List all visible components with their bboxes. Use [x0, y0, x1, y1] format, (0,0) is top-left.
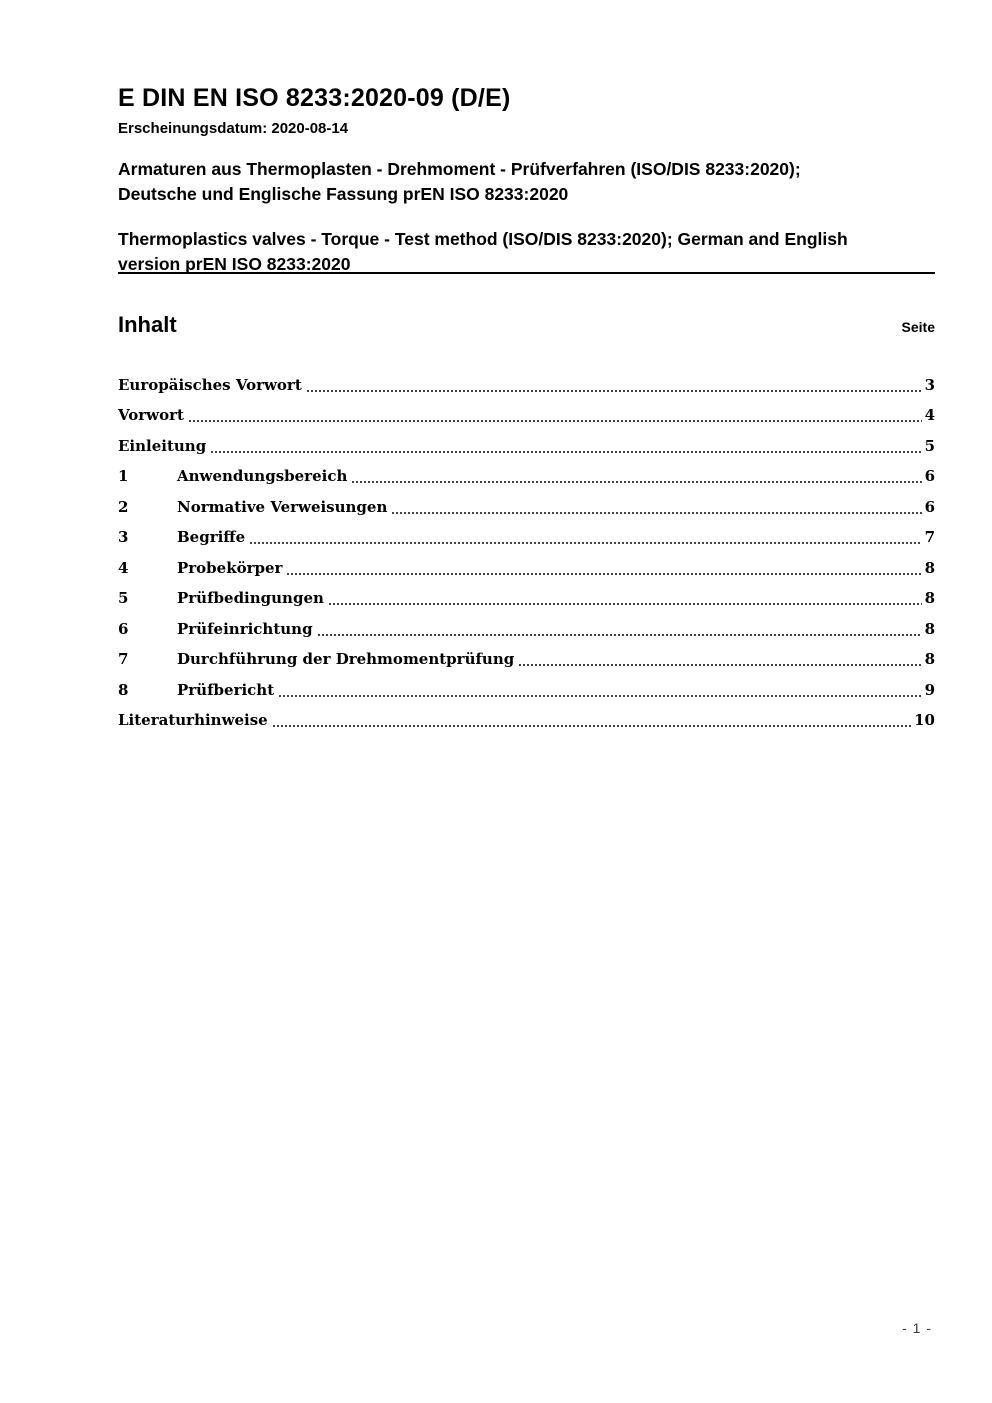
toc-dot-leader — [188, 420, 922, 422]
toc-dot-leader — [317, 634, 922, 636]
toc-entry-page: 8 — [924, 650, 935, 668]
toc-entry-title: Probekörper — [177, 558, 283, 577]
toc-entry-number: 7 — [118, 650, 129, 668]
toc-entry-page: 7 — [924, 528, 935, 546]
toc-entry-row — [118, 584, 935, 615]
toc-entry-page: 8 — [924, 619, 935, 638]
toc-entry-row — [118, 523, 935, 554]
toc-entry-row — [118, 431, 935, 462]
toc-entry-row — [118, 675, 935, 706]
toc-entry-title: Normative Verweisungen — [177, 497, 388, 516]
toc-entry-page: 10 — [914, 711, 935, 729]
toc-entry-page: 8 — [924, 589, 935, 607]
toc-entry-title: Einleitung — [118, 436, 207, 455]
document-title-german: Armaturen aus Thermoplasten - Drehmoment - Prüfverfahren (ISO/DIS 8233:2020); Deutsche und Englische Fassung prEN ISO 8233:2020 — [118, 159, 801, 204]
toc-entry-title: Begriffe — [177, 528, 246, 546]
toc-entry-row — [118, 492, 935, 523]
toc-entry-title: Vorwort — [118, 406, 184, 424]
toc-entry-title: Literaturhinweise — [118, 711, 268, 729]
toc-heading: Inhalt — [118, 312, 177, 337]
toc-entry-page: 9 — [924, 680, 935, 699]
toc-dot-leader — [210, 451, 921, 453]
toc-entry-page: 3 — [924, 375, 935, 394]
toc-entry-title: Prüfeinrichtung — [177, 619, 313, 638]
toc-entry-title: Durchführung der Drehmomentprüfung — [177, 650, 515, 668]
toc-entry-page: 6 — [924, 467, 935, 485]
footer-page-number: - 1 - — [902, 1320, 932, 1336]
toc-entry-page: 4 — [924, 406, 935, 424]
toc-entry-row — [118, 401, 935, 432]
toc-entry-number: 4 — [118, 558, 129, 577]
toc-entry-number: 5 — [118, 589, 129, 607]
publication-date: Erscheinungsdatum: 2020-08-14 — [118, 120, 349, 137]
toc-dot-leader — [391, 512, 921, 514]
toc-entry-title: Anwendungsbereich — [177, 467, 348, 485]
toc-entry-row — [118, 614, 935, 645]
toc-dot-leader — [272, 725, 911, 727]
toc-entry-row — [118, 370, 935, 401]
toc-dot-leader — [249, 542, 921, 544]
toc-entry-title: Prüfbedingungen — [177, 589, 324, 607]
toc-dot-leader — [286, 573, 921, 575]
toc-dot-leader — [328, 603, 922, 605]
toc-page-column-label: Seite — [901, 319, 935, 335]
header-divider-rule — [118, 272, 935, 274]
toc-entry-page: 8 — [924, 558, 935, 577]
toc-entry-row — [118, 645, 935, 676]
toc-entry-number: 8 — [118, 680, 129, 699]
toc-entry-title: Europäisches Vorwort — [118, 375, 302, 394]
toc-header-row — [118, 312, 935, 338]
toc-dot-leader — [518, 664, 921, 666]
table-of-contents — [118, 370, 935, 736]
toc-entry-page: 6 — [924, 497, 935, 516]
document-number-heading: E DIN EN ISO 8233:2020-09 (D/E) — [118, 84, 511, 112]
toc-dot-leader — [306, 390, 922, 392]
toc-entry-row — [118, 706, 935, 737]
toc-dot-leader — [278, 695, 921, 697]
toc-entry-page: 5 — [924, 436, 935, 455]
toc-entry-number: 2 — [118, 497, 129, 516]
toc-entry-number: 6 — [118, 619, 129, 638]
toc-dot-leader — [351, 481, 921, 483]
toc-entry-row — [118, 553, 935, 584]
toc-entry-number: 1 — [118, 467, 129, 485]
toc-entry-number: 3 — [118, 528, 129, 546]
toc-entry-title: Prüfbericht — [177, 680, 275, 699]
document-title-english: Thermoplastics valves - Torque - Test method (ISO/DIS 8233:2020); German and English version prEN ISO 8233:2020 — [118, 229, 848, 274]
toc-entry-row — [118, 462, 935, 493]
